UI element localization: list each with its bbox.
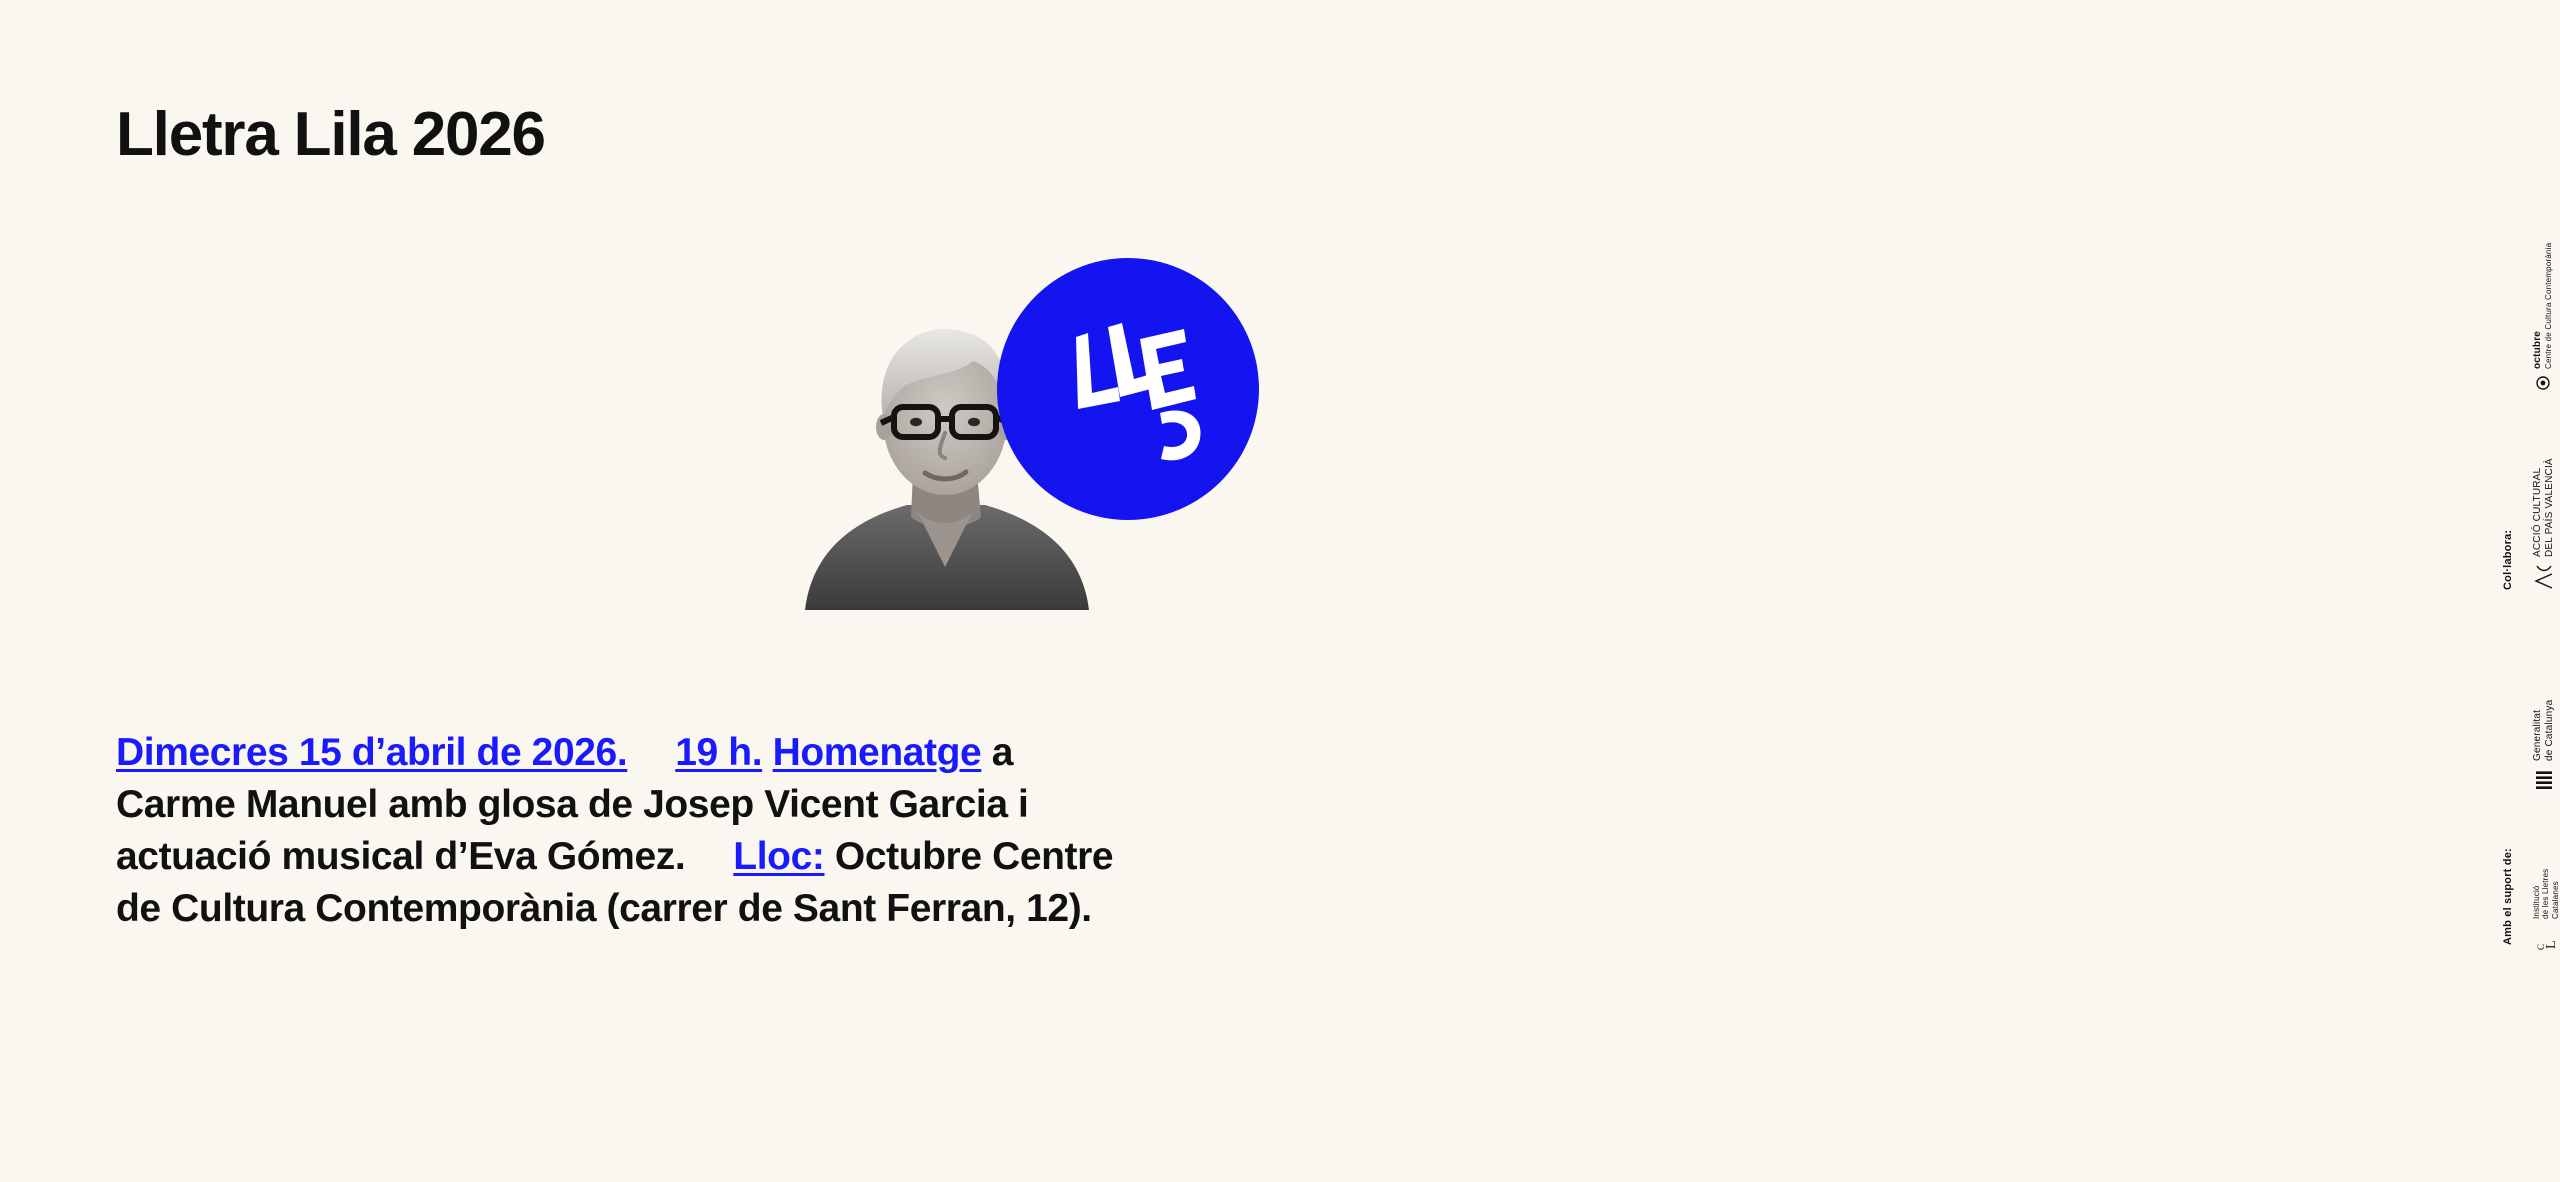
support-label: Amb el suport de: [2502,848,2514,945]
event-time: 19 h. [675,731,763,774]
gencat-line1: Generalitat [2532,709,2543,761]
illc-line2: de les Lletres [2541,868,2551,919]
gencat-line2: de Catalunya [2543,699,2555,761]
collaborates-label: Col·labora: [2502,529,2514,590]
illc-line1: Institució [2532,885,2541,919]
octubre-subtitle: Centre de Cultura Contemporània [2543,242,2553,369]
svg-text:C: C [2536,943,2547,950]
acpv-line2: DEL PAÍS VALENCIÀ [2543,458,2555,557]
accio-cultural-pais-valencia-logo [2532,458,2556,590]
event-place-label: Lloc: [733,834,825,878]
svg-text:L: L [2544,940,2560,949]
event-activity-text: a Carme Manuel amb glosa de Josep Vicent Garcia i actuació musical d’Eva Gómez. [116,731,1029,878]
event-activity-label: Homenatge [772,731,982,774]
llec-circle-logo [997,258,1259,520]
generalitat-de-catalunya-logo [2532,700,2556,790]
illc-mark-icon [2535,926,2560,950]
credits-rail [1240,0,2560,1182]
octubre-ccc-logo [2532,243,2553,390]
acpv-line1: ACCIÓ CULTURAL [2532,467,2543,557]
event-place-text: Octubre Centre de Cultura Contemporània (carrer de Sant Ferran, 12). [116,834,1114,930]
page-title: Lletra Lila 2026 [116,100,545,169]
gencat-bars-icon [2534,768,2554,790]
institucio-de-les-lletres-catalanes-logo [2532,869,2560,950]
octubre-dot-icon [2536,376,2550,390]
event-date: Dimecres 15 d’abril de 2026. [116,731,628,774]
acpv-mark-icon [2534,564,2554,590]
octubre-wordmark: octubre [2532,330,2543,369]
event-details [116,727,1126,934]
illc-line3: Catalanes [2550,881,2560,919]
